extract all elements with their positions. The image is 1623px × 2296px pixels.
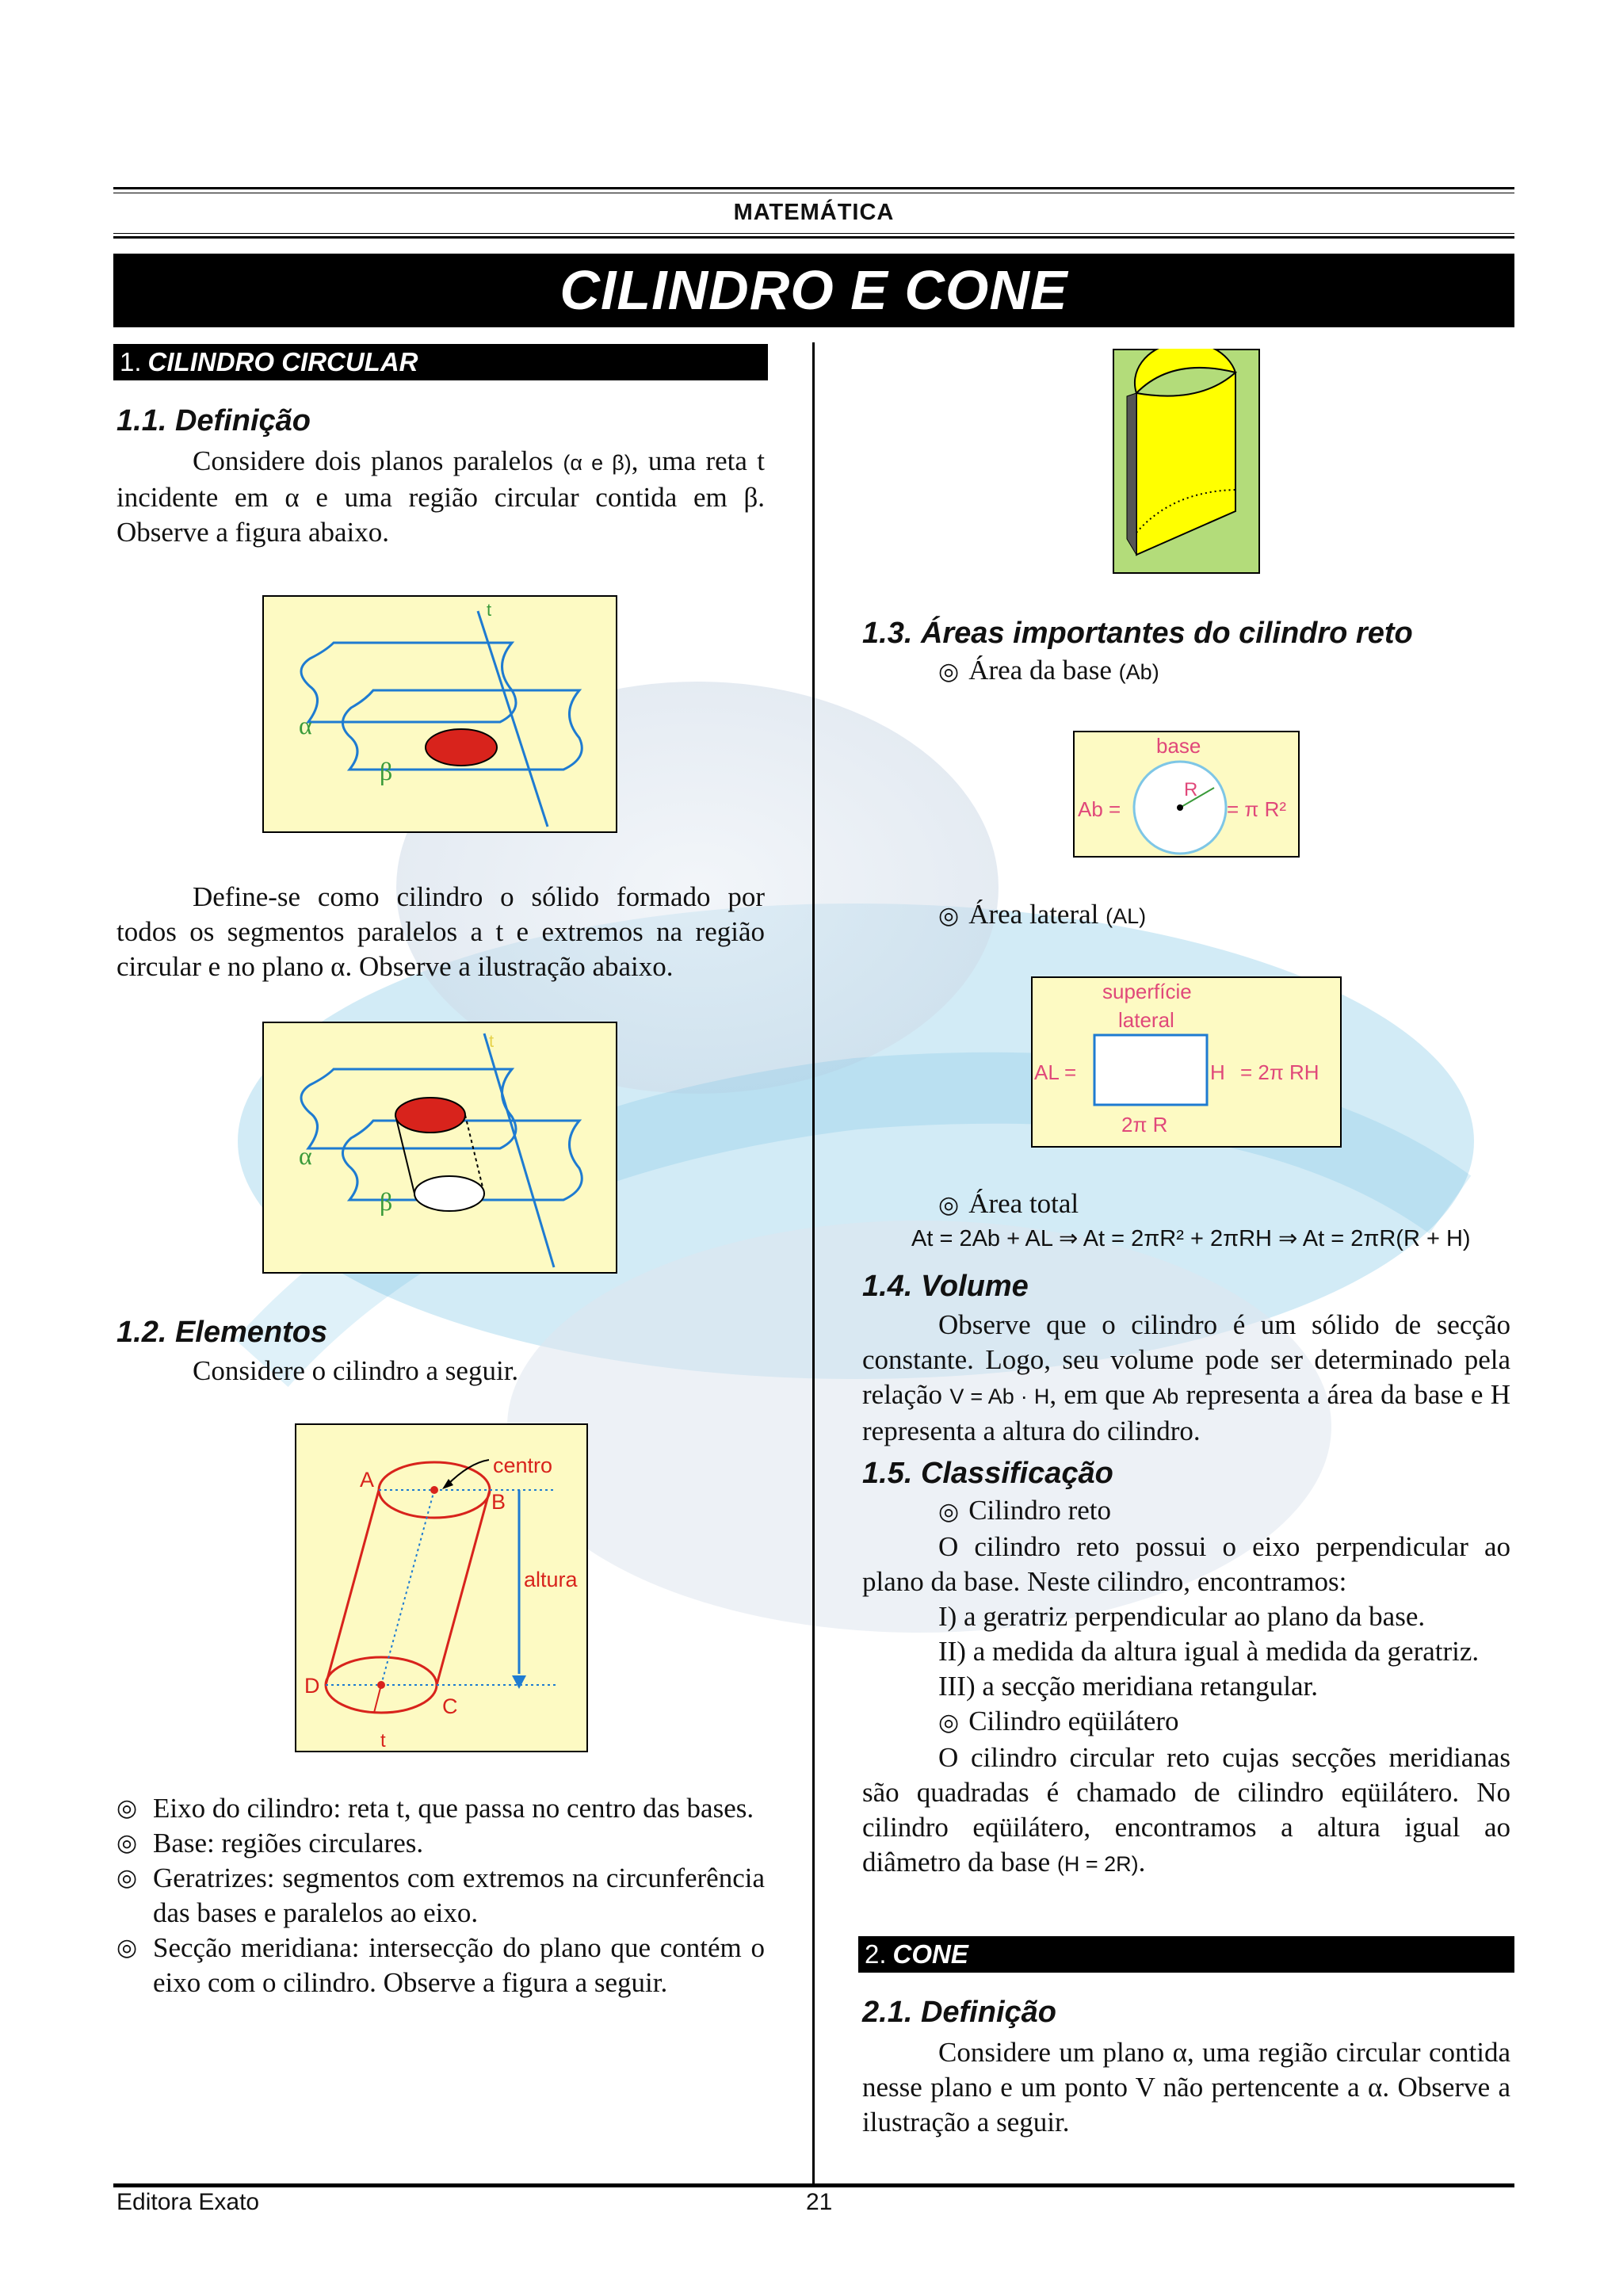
heading-cone-definicao: 2.1. Definição [862,1996,1056,2029]
list-item [116,1861,765,1931]
label-t: t [489,1031,495,1051]
area-total-formula: At = 2Ab + AL ⇒ At = 2πR² + 2πRH ⇒ At = 2πR(R + H) [911,1226,1471,1251]
subject-label: MATEMÁTICA [733,200,895,225]
section-1-title: CILINDRO CIRCULAR [147,347,418,376]
cilindro-equilatero-label: Cilindro eqüilátero [968,1706,1179,1736]
cone-text: Considere um plano α, uma região circular contida nesse plano e um ponto V não pertencente a α. Observe a ilustração a seguir. [862,2037,1510,2137]
label-A: A [360,1468,375,1492]
heading-volume: 1.4. Volume [862,1270,1029,1303]
label-t: t [487,600,492,620]
item-iii: III) a secção meridiana retangular. [938,1671,1319,1702]
def-planes-symbol: (α e β) [563,451,632,475]
label-beta: β [380,1187,393,1216]
figure-cylinder-elements [295,1423,588,1752]
bullet-icon: ◎ [938,1499,960,1525]
volume-ab-symbol: Ab [1152,1385,1179,1408]
label-B: B [491,1490,506,1514]
area-lateral-symbol: (AL) [1106,904,1147,928]
page-number: 21 [806,2189,833,2215]
label-alpha: α [299,711,312,739]
list-item-text: Secção meridiana: intersecção do plano que contém o eixo com o cilindro. Observe a figura a seguir. [153,1932,765,1998]
equilatero-end: . [1138,1847,1146,1878]
area-lateral-label: Área lateral [968,899,1099,930]
area-total-label: Área total [968,1188,1079,1219]
figure-frame [263,596,617,832]
bullet-icon: ◎ [938,1710,960,1736]
volume-formula: V = Ab · H [949,1385,1050,1408]
area-lateral-line [862,897,1510,934]
bullet-icon: ◎ [116,1795,138,1821]
heading-definicao: 1.1. Definição [116,404,311,437]
area-base-label: Área da base [968,655,1112,686]
list-item-text: Eixo do cilindro: reta t, que passa no centro das bases. [153,1793,754,1824]
def2-text: Define-se como cilindro o sólido formado por todos os segmentos paralelos a t e extremos na região circular e no plano α. Observe a ilustração abaixo. [116,881,765,982]
label-pi-r2: = π R² [1227,797,1287,821]
circular-region [426,729,497,766]
column-divider [812,342,815,2185]
label-beta: β [380,757,393,785]
bullet-icon: ◎ [116,1865,138,1891]
bullet-icon: ◎ [116,1935,138,1961]
bullet-icon: ◎ [938,1192,960,1218]
section-1-number: 1. [120,347,142,376]
elements-list [116,1791,765,2000]
volume-text-1: Observe que o cilindro é um sólido de secção constante. Logo, seu volume pode ser determinado pela relação [862,1309,1510,1410]
footer-publisher: Editora Exato [116,2189,260,2215]
def-text-b: , uma reta t incidente em α e uma região circular contida em β. Observe a figura abaixo. [116,445,765,548]
label-D: D [304,1674,320,1698]
label-t: t [380,1730,386,1752]
header-rule-top [113,187,1514,189]
area-base-symbol: (Ab) [1118,660,1159,684]
cylinder-top [395,1098,465,1133]
list-item [116,1931,765,2000]
center-point [1177,804,1183,811]
bullet-icon: ◎ [116,1830,138,1856]
label-2pirh: = 2π RH [1240,1060,1319,1084]
label-H: H [1210,1060,1225,1084]
figure-base-area [1073,731,1300,858]
cilindro-equilatero-text: O cilindro circular reto cujas secções meridianas são quadradas é chamado de cilindro eqüilátero. No cilindro eqüilátero, encontramos a altura igual ao diâmetro da base [862,1742,1510,1878]
header-rule-mid [113,236,1514,239]
label-2pir: 2π R [1121,1113,1168,1137]
volume-paragraph [862,1308,1510,1449]
equilatero-formula: (H = 2R) [1056,1852,1139,1876]
label-base: base [1156,734,1201,758]
section-2-number: 2. [865,1939,887,1969]
footer-rule [113,2183,1514,2187]
classification-text [862,1493,1510,1881]
area-total-line [862,1186,1510,1223]
elements-intro-text: Considere o cilindro a seguir. [193,1355,519,1386]
section-2-title: CONE [892,1939,968,1969]
label-AL: AL = [1034,1060,1077,1084]
item-ii: II) a medida da altura igual à medida da geratriz. [938,1636,1480,1667]
bullet-icon: ◎ [938,659,960,685]
page-title: CILINDRO E CONE [113,254,1514,327]
cylinder-base [414,1176,484,1211]
section-1-bar [113,344,768,380]
heading-areas: 1.3. Áreas importantes do cilindro reto [862,617,1413,650]
figure-planes-circle [262,595,617,833]
item-i: I) a geratriz perpendicular ao plano da base. [938,1601,1426,1632]
cilindro-reto-text: O cilindro reto possui o eixo perpendicular ao plano da base. Neste cilindro, encontramos: [862,1531,1510,1597]
figure-cylinder-formation [262,1022,617,1274]
volume-text-2: , em que [1049,1379,1145,1410]
label-superficie: superfície [1102,980,1192,1003]
bullet-icon: ◎ [938,903,960,929]
side-shadow [1127,393,1136,555]
lateral-rectangle [1094,1035,1207,1105]
figure-meridian-section [1113,349,1260,574]
label-Ab: Ab = [1078,797,1121,821]
bottom-center [377,1681,385,1689]
heading-classificacao: 1.5. Classificação [862,1457,1113,1490]
list-item [116,1826,765,1861]
label-alpha: α [299,1141,312,1170]
label-altura: altura [524,1568,578,1591]
heading-elementos: 1.2. Elementos [116,1316,328,1349]
list-item-text: Geratrizes: segmentos com extremos na circunferência das bases e paralelos ao eixo. [153,1862,765,1928]
figure-lateral-area [1031,976,1342,1148]
elements-intro [116,1354,765,1389]
label-R: R [1184,779,1198,800]
header-rule-mid-thin [113,233,1514,234]
cone-paragraph [862,2035,1510,2140]
list-item [116,1791,765,1826]
definition-paragraph-1 [116,444,765,550]
label-C: C [442,1694,458,1718]
label-lateral: lateral [1118,1008,1174,1032]
label-centro: centro [493,1454,553,1477]
cilindro-reto-label: Cilindro reto [968,1495,1112,1526]
def-text-a: Considere dois planos paralelos [193,445,554,476]
section-2-bar [858,1936,1514,1973]
list-item-text: Base: regiões circulares. [153,1828,424,1859]
definition-paragraph-2 [116,880,765,984]
volume-text-3: representa a área da base e H representa a altura do cilindro. [862,1379,1510,1446]
area-base-line [862,653,1510,690]
top-center [430,1486,438,1494]
